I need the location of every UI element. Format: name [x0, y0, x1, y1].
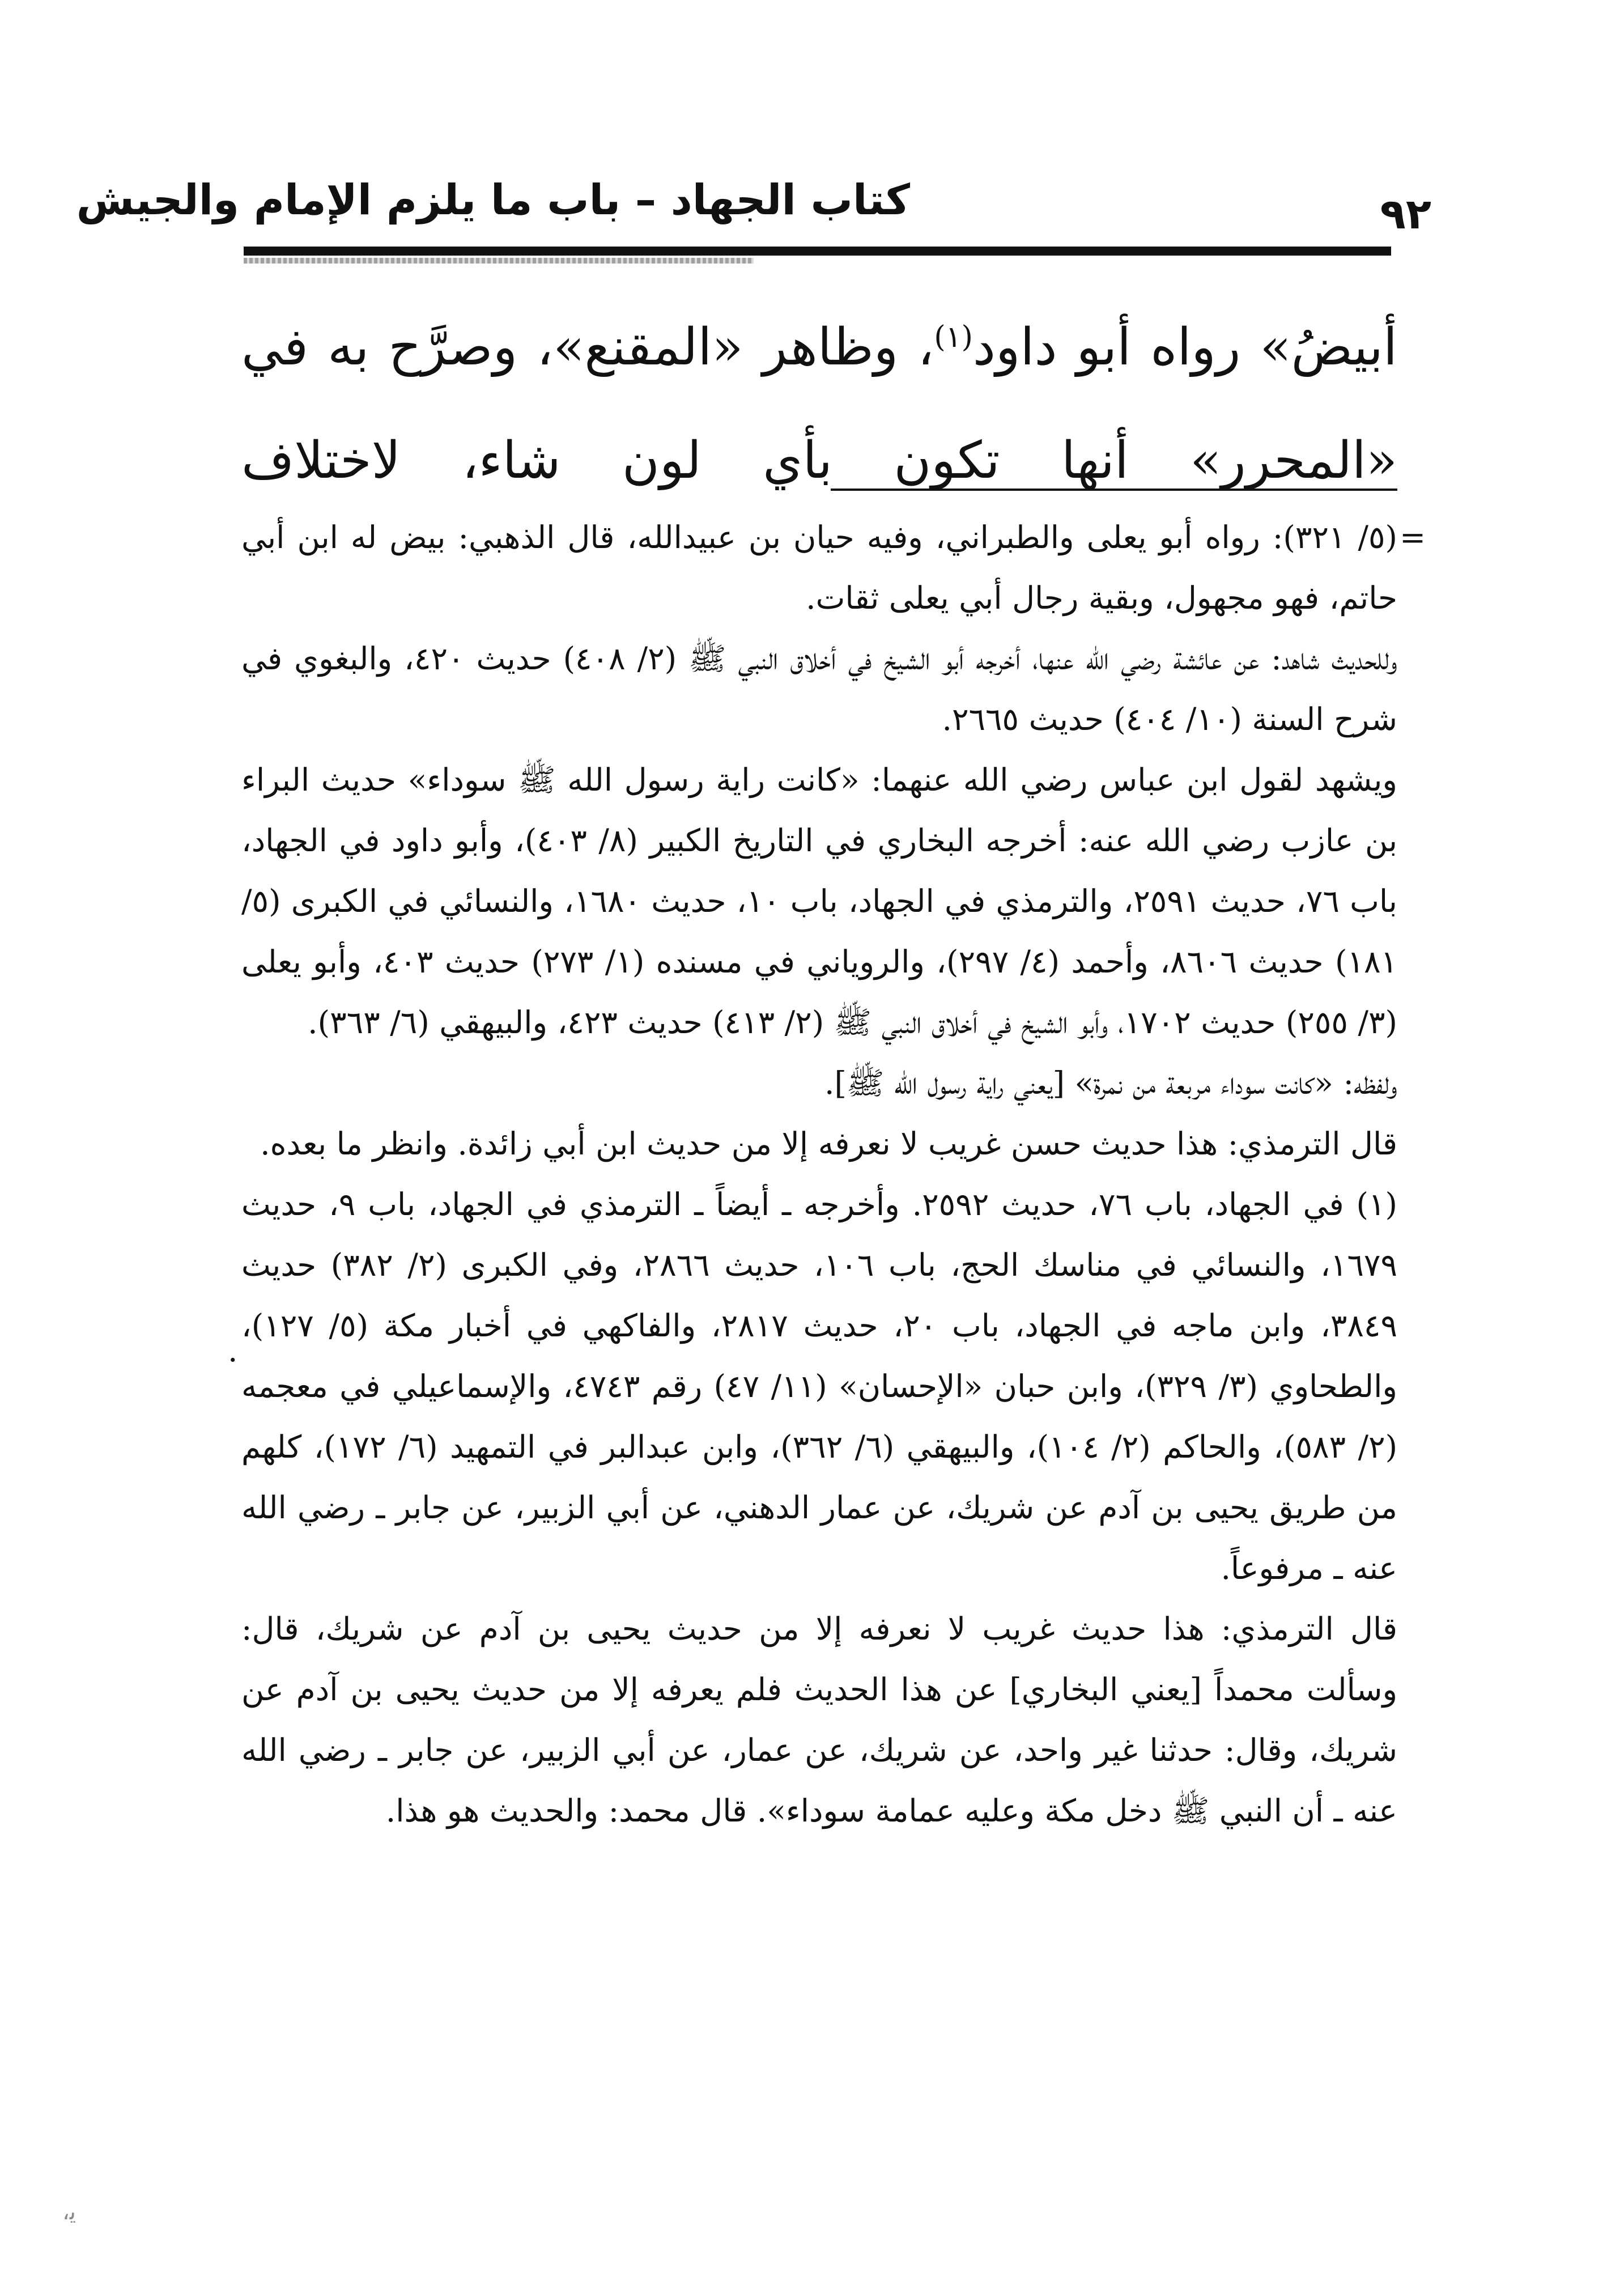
- footnote-continued-paragraph: (٥/ ٣٢١): رواه أبو يعلى والطبراني، وفيه حيان بن عبيدالله، قال الذهبي: بيض له ابن أبي حاتم، فهو مجهول، وبقية رجال أبي يعلى ثقات.: [241, 519, 1398, 616]
- main-body-text: [241, 281, 1397, 517]
- footnote-reference[interactable]: (١): [934, 320, 973, 354]
- footnote-continued-paragraph: وللحديث شاهد: عن عائشة رضي الله عنها، أخرجه أبو الشيخ في أخلاق النبي ﷺ (٢/ ٤٠٨) حديث ٤٢٠، والبغوي في شرح السنة (١٠/ ٤٠٤) حديث ٢٦٦٥.: [241, 640, 1398, 737]
- header-rule: [244, 247, 1391, 256]
- footnote-continuation-mark: =: [1400, 519, 1426, 555]
- page-number: ٩٢: [1380, 190, 1431, 239]
- footnote-1-paragraph: قال الترمذي: هذا حديث غريب لا نعرفه إلا من حديث يحيى بن آدم عن شريك، قال: وسألت محمداً [يعني البخاري] عن هذا الحديث فلم يعرفه إلا من حديث يحيى بن آدم عن شريك، وقال: حدثنا غير واحد، عن شريك، عن عمار، عن أبي الزبير، عن جابر ـ رضي الله عنه ـ أن النبي ﷺ دخل مكة وعليه عمامة سوداء». قال محمد: والحديث هو هذا.: [241, 1611, 1397, 1829]
- footnote-separator: [831, 489, 1397, 491]
- main-text-part2: ، وظاهر «المقنع»، وصرَّح به في «المحرر» أنها تكون بأي لون شاء، لاختلاف: [241, 317, 1397, 490]
- footnote-continued-paragraph: قال الترمذي: هذا حديث حسن غريب لا نعرفه إلا من حديث ابن أبي زائدة. وانظر ما بعده.: [260, 1126, 1397, 1162]
- footnotes-area: [241, 507, 1397, 1841]
- footnote-continued-paragraph: ولفظه: «كانت سوداء مربعة من نمرة» [يعني راية رسول الله ﷺ].: [824, 1065, 1397, 1101]
- footnote-1-paragraph: (١) في الجهاد، باب ٧٦، حديث ٢٥٩٢. وأخرجه ـ أيضاً ـ الترمذي في الجهاد، باب ٩، حديث ١٦٧٩، والنسائي في مناسك الحج، باب ١٠٦، حديث ٢٨٦٦، وفي الكبرى (٢/ ٣٨٢) حديث ٣٨٤٩، وابن ماجه في الجهاد، باب ٢٠، حديث ٢٨١٧، والفاكهي في أخبار مكة (٥/ ١٢٧)، والطحاوي (٣/ ٣٢٩)، وابن حبان «الإحسان» (١١/ ٤٧) رقم ٤٧٤٣، والإسماعيلي في معجمه (٢/ ٥٨٣)، والحاكم (٢/ ١٠٤)، والبيهقي (٦/ ٣٦٢)، وابن عبدالبر في التمهيد (٦/ ١٧٢)، كلهم من طريق يحيى بن آدم عن شريك، عن عمار الدهني، عن أبي الزبير، عن جابر ـ رضي الله عنه ـ مرفوعاً.: [241, 1186, 1398, 1586]
- footnote-bullet-mark: .: [228, 1332, 238, 1369]
- header-rule-shading: [244, 258, 754, 264]
- main-text-part1: أبيضُ» رواه أبو داود: [972, 317, 1397, 377]
- running-header-title: كتاب الجهاد – باب ما يلزم الإمام والجيش: [76, 176, 910, 224]
- margin-mark: ﻳ،: [62, 2199, 76, 2225]
- footnote-continued-paragraph: ويشهد لقول ابن عباس رضي الله عنهما: «كانت راية رسول الله ﷺ سوداء» حديث البراء بن عازب رضي الله عنه: أخرجه البخاري في التاريخ الكبير (٨/ ٤٠٣)، وأبو داود في الجهاد، باب ٧٦، حديث ٢٥٩١، والترمذي في الجهاد، باب ١٠، حديث ١٦٨٠، والنسائي في الكبرى (٥/ ١٨١) حديث ٨٦٠٦، وأحمد (٤/ ٢٩٧)، والروياني في مسنده (١/ ٢٧٣) حديث ٤٠٣، وأبو يعلى (٣/ ٢٥٥) حديث ١٧٠٢، وأبو الشيخ في أخلاق النبي ﷺ (٢/ ٤١٣) حديث ٤٢٣، والبيهقي (٦/ ٣٦٣).: [241, 762, 1398, 1041]
